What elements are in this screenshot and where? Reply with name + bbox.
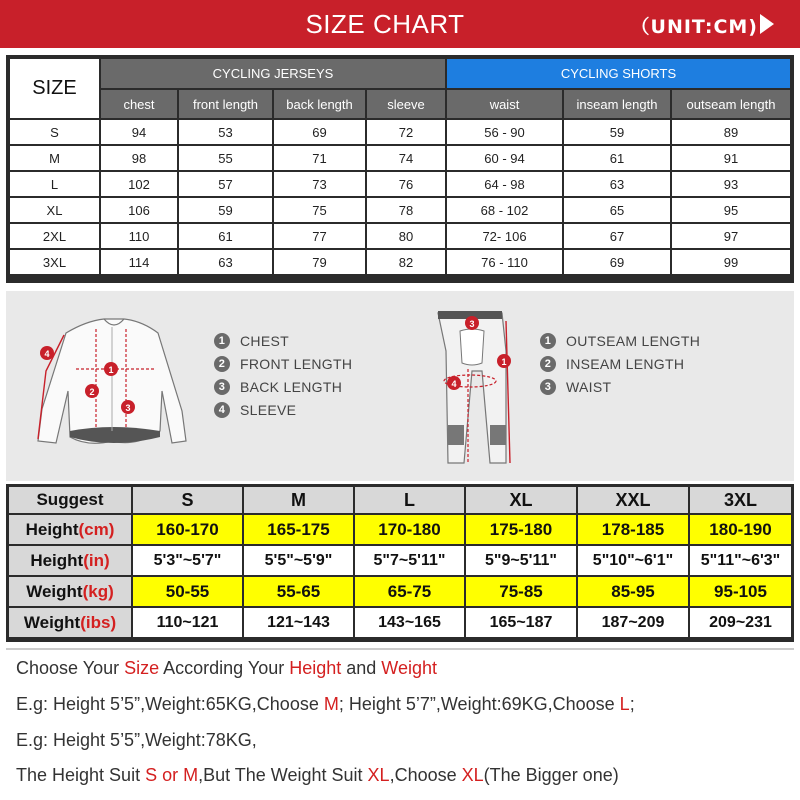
size-value: 95 <box>672 198 790 222</box>
row-label-text: Height <box>25 519 79 539</box>
size-value: 72- 106 <box>447 224 562 248</box>
legend-item <box>214 329 352 352</box>
size-value: 94 <box>101 120 177 144</box>
size-value: 69 <box>564 250 670 274</box>
svg-text:4: 4 <box>451 379 457 389</box>
column-header: chest <box>101 90 177 118</box>
suggest-value: 5"7~5'11" <box>355 546 464 575</box>
legend-item <box>214 375 352 398</box>
svg-text:2: 2 <box>89 387 95 397</box>
size-value: 79 <box>274 250 365 274</box>
note-text: Choose Your <box>16 658 125 678</box>
row-label-text: Weight <box>26 581 83 601</box>
size-label: S <box>10 120 99 144</box>
size-value: 89 <box>672 120 790 144</box>
legend-label: BACK LENGTH <box>240 378 343 395</box>
legend-item <box>540 352 700 375</box>
suggest-value: 143~165 <box>355 608 464 637</box>
size-value: 57 <box>179 172 272 196</box>
note-line-2 <box>16 694 635 715</box>
column-header: waist <box>447 90 562 118</box>
size-label: M <box>10 146 99 170</box>
suggest-value: 209~231 <box>690 608 791 637</box>
play-arrow-icon <box>760 14 774 34</box>
size-label: XL <box>10 198 99 222</box>
size-value: 71 <box>274 146 365 170</box>
size-value: 106 <box>101 198 177 222</box>
suggest-value: 85-95 <box>578 577 688 606</box>
note-text: (The Bigger one) <box>483 765 619 785</box>
note-text: The Height Suit <box>16 765 146 785</box>
suggest-header: Suggest <box>9 487 131 513</box>
size-value: 72 <box>367 120 445 144</box>
row-label <box>9 515 131 544</box>
legend-label: FRONT LENGTH <box>240 355 353 372</box>
size-value: 78 <box>367 198 445 222</box>
legend-label: OUTSEAM LENGTH <box>566 332 701 349</box>
svg-text:3: 3 <box>125 403 131 413</box>
row-label <box>9 577 131 606</box>
suggest-value: 178-185 <box>578 515 688 544</box>
highlight-text: M <box>323 694 339 714</box>
highlight-text: XL <box>461 765 484 785</box>
size-header: L <box>355 487 464 513</box>
size-value: 91 <box>672 146 790 170</box>
suggest-value: 75-85 <box>466 577 576 606</box>
row-label-text: Weight <box>23 612 81 632</box>
size-label: 2XL <box>10 224 99 248</box>
size-value: 99 <box>672 250 790 274</box>
jerseys-group-header: CYCLING JERSEYS <box>101 59 445 88</box>
suggest-value: 187~209 <box>578 608 688 637</box>
size-value: 55 <box>179 146 272 170</box>
row-label-unit: (kg) <box>82 581 114 601</box>
size-value: 73 <box>274 172 365 196</box>
unit-label: （UNIT:CM) <box>630 16 758 38</box>
svg-text:4: 4 <box>44 349 50 359</box>
legend-item <box>214 398 352 421</box>
suggest-value: 175-180 <box>466 515 576 544</box>
suggest-value: 160-170 <box>133 515 242 544</box>
legend-item <box>214 352 352 375</box>
size-value: 82 <box>367 250 445 274</box>
size-value: 53 <box>179 120 272 144</box>
size-value: 61 <box>564 146 670 170</box>
note-text: and <box>341 658 382 678</box>
size-value: 67 <box>564 224 670 248</box>
highlight-text: Size <box>124 658 160 678</box>
jersey-measurement-legend <box>214 329 352 421</box>
number-badge-icon: 2 <box>214 356 230 372</box>
highlight-text: Height <box>289 658 342 678</box>
size-value: 64 - 98 <box>447 172 562 196</box>
size-value: 59 <box>564 120 670 144</box>
number-badge-icon: 3 <box>214 379 230 395</box>
size-value: 56 - 90 <box>447 120 562 144</box>
size-column-header: SIZE <box>10 59 99 118</box>
size-value: 98 <box>101 146 177 170</box>
size-value: 75 <box>274 198 365 222</box>
page-title: SIZE CHART <box>305 9 465 39</box>
size-value: 110 <box>101 224 177 248</box>
size-value: 60 - 94 <box>447 146 562 170</box>
note-line-3 <box>16 730 257 751</box>
column-header: back length <box>274 90 365 118</box>
column-header: outseam length <box>672 90 790 118</box>
shorts-measurement-legend <box>540 329 700 398</box>
size-header: 3XL <box>690 487 791 513</box>
size-value: 63 <box>179 250 272 274</box>
note-line-1 <box>16 658 437 679</box>
size-value: 69 <box>274 120 365 144</box>
number-badge-icon: 3 <box>540 379 556 395</box>
legend-item <box>540 329 700 352</box>
highlight-text: L <box>619 694 630 714</box>
header-bar <box>0 0 800 48</box>
column-header: inseam length <box>564 90 670 118</box>
highlight-text: Weight <box>381 658 437 678</box>
number-badge-icon: 2 <box>540 356 556 372</box>
legend-label: INSEAM LENGTH <box>566 355 685 372</box>
row-label-text: Height <box>30 550 84 570</box>
note-text: ,Choose <box>389 765 462 785</box>
highlight-text: S or M <box>145 765 199 785</box>
size-header: M <box>244 487 353 513</box>
suggest-value: 65-75 <box>355 577 464 606</box>
note-text: E.g: Height 5’5”,Weight:78KG, <box>16 730 257 750</box>
row-label-unit: (ibs) <box>80 612 117 632</box>
legend-label: CHEST <box>240 332 289 349</box>
suggest-value: 5'5"~5'9" <box>244 546 353 575</box>
size-value: 77 <box>274 224 365 248</box>
note-text: ,But The Weight Suit <box>198 765 368 785</box>
highlight-text: XL <box>367 765 390 785</box>
jersey-illustration <box>38 319 186 443</box>
size-value: 102 <box>101 172 177 196</box>
number-badge-icon: 4 <box>214 402 230 418</box>
size-value: 97 <box>672 224 790 248</box>
size-notes <box>6 648 794 794</box>
suggest-value: 180-190 <box>690 515 791 544</box>
row-label <box>9 608 131 637</box>
shorts-group-header: CYCLING SHORTS <box>447 59 790 88</box>
row-label-unit: (in) <box>83 550 110 570</box>
suggest-value: 5"10"~6'1" <box>578 546 688 575</box>
note-text: ; Height 5’7”,Weight:69KG,Choose <box>338 694 620 714</box>
size-table <box>6 55 794 283</box>
measurement-figure-panel <box>6 291 794 481</box>
size-value: 76 - 110 <box>447 250 562 274</box>
number-badge-icon: 1 <box>214 333 230 349</box>
legend-label: SLEEVE <box>240 401 297 418</box>
size-value: 80 <box>367 224 445 248</box>
row-label-unit: (cm) <box>78 519 115 539</box>
size-value: 93 <box>672 172 790 196</box>
size-header: S <box>133 487 242 513</box>
note-text: ; <box>629 694 635 714</box>
suggest-value: 95-105 <box>690 577 791 606</box>
suggest-value: 5"9~5'11" <box>466 546 576 575</box>
suggest-value: 55-65 <box>244 577 353 606</box>
size-value: 65 <box>564 198 670 222</box>
svg-text:1: 1 <box>501 357 507 367</box>
row-label <box>9 546 131 575</box>
legend-label: WAIST <box>566 378 612 395</box>
size-value: 74 <box>367 146 445 170</box>
size-value: 63 <box>564 172 670 196</box>
suggest-value: 170-180 <box>355 515 464 544</box>
svg-text:1: 1 <box>108 365 114 375</box>
size-label: L <box>10 172 99 196</box>
suggest-value: 5"11"~6'3" <box>690 546 791 575</box>
suggest-value: 110~121 <box>133 608 242 637</box>
number-badge-icon: 1 <box>540 333 556 349</box>
note-line-4 <box>16 765 619 786</box>
size-header: XL <box>466 487 576 513</box>
legend-item <box>540 375 700 398</box>
size-value: 61 <box>179 224 272 248</box>
size-value: 114 <box>101 250 177 274</box>
suggest-value: 5'3"~5'7" <box>133 546 242 575</box>
suggest-value: 50-55 <box>133 577 242 606</box>
size-value: 59 <box>179 198 272 222</box>
column-header: sleeve <box>367 90 445 118</box>
note-text: According Your <box>159 658 290 678</box>
suggest-value: 165~187 <box>466 608 576 637</box>
size-header: XXL <box>578 487 688 513</box>
suggest-value: 165-175 <box>244 515 353 544</box>
suggest-value: 121~143 <box>244 608 353 637</box>
column-header: front length <box>179 90 272 118</box>
svg-text:3: 3 <box>469 319 475 329</box>
note-text: E.g: Height 5’5”,Weight:65KG,Choose <box>16 694 324 714</box>
size-label: 3XL <box>10 250 99 274</box>
tights-illustration <box>438 311 511 463</box>
size-value: 76 <box>367 172 445 196</box>
size-value: 68 - 102 <box>447 198 562 222</box>
size-suggestion-table <box>6 484 794 642</box>
